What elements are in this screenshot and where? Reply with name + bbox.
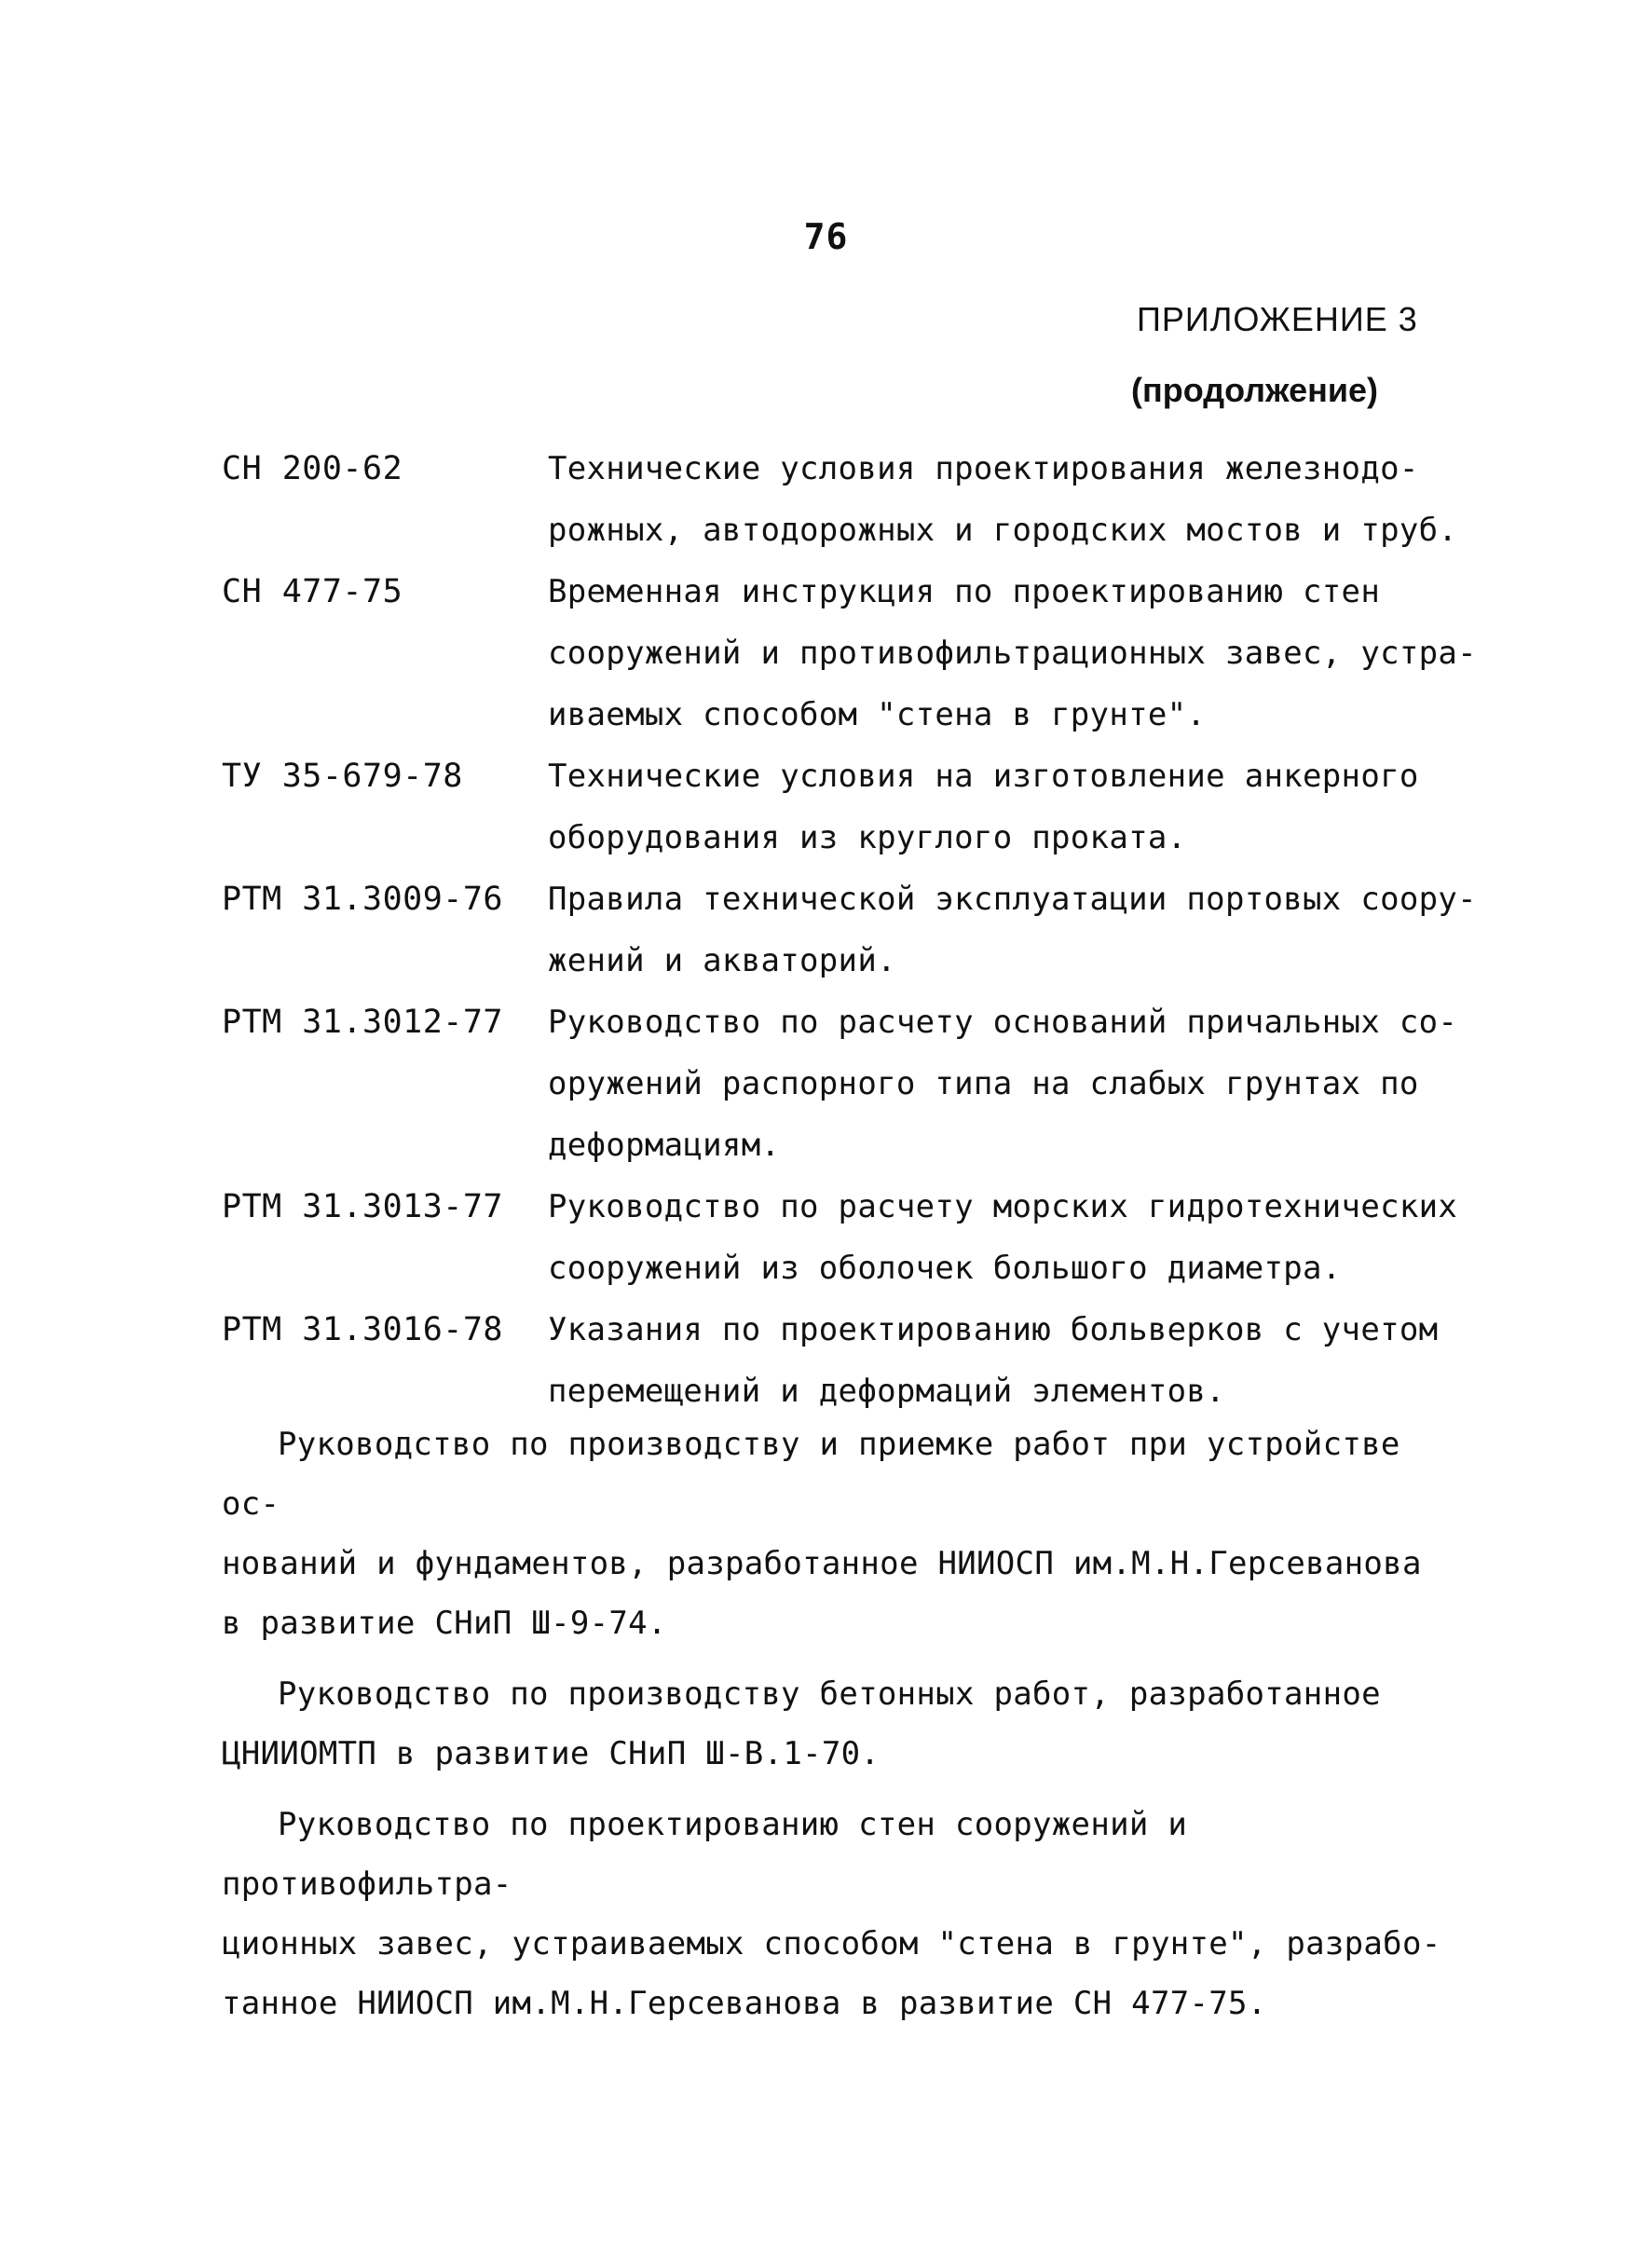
body-paragraphs (222, 1415, 1461, 2044)
reference-title: Правила технической эксплуатации портовых соору- жений и акваторий. (548, 881, 1477, 979)
appendix-heading (1131, 284, 1418, 426)
paragraph (222, 1415, 1461, 1653)
reference-code: СН 477-75 (222, 573, 403, 610)
references-list (0, 438, 1652, 1422)
reference-title: Временная инструкция по проектированию стен сооружений и противофильтрационных завес, устра- иваемых способом "стена в грунте". (548, 573, 1477, 733)
reference-code: СН 200-62 (222, 450, 403, 487)
reference-code: РТМ 31.3013-77 (222, 1188, 504, 1225)
paragraph-text: Руководство по производству бетонных работ, разработанное ЦНИИОМТП в развитие СНиП Ш-В.1-70. (222, 1675, 1381, 1772)
reference-title: Указания по проектированию больверков с учетом перемещений и деформаций элементов. (548, 1311, 1439, 1410)
reference-item (0, 561, 1652, 745)
reference-item (0, 1176, 1652, 1299)
page-number: 76 (803, 216, 849, 257)
paragraph-text: Руководство по проектированию стен сооружений и противофильтра- ционных завес, устраиваемых способом "стена в грунте", разрабо- танное НИИОСП им.М.Н.Герсеванова в развитие СН 477-75. (222, 1806, 1441, 2022)
reference-title: Технические условия проектирования железнодо- рожных, автодорожных и городских мостов и труб. (548, 450, 1458, 549)
reference-code: РТМ 31.3016-78 (222, 1311, 504, 1348)
reference-code: ТУ 35-679-78 (222, 758, 463, 795)
paragraph (222, 1664, 1461, 1784)
reference-item (0, 1299, 1652, 1422)
reference-title: Технические условия на изготовление анкерного оборудования из круглого проката. (548, 758, 1419, 856)
appendix-title: ПРИЛОЖЕНИЕ 3 (1137, 300, 1418, 338)
reference-code: РТМ 31.3012-77 (222, 1004, 504, 1041)
paragraph (222, 1795, 1461, 2033)
reference-title: Руководство по расчету оснований причальных со- оружений распорного типа на слабых грунтах по деформациям. (548, 1004, 1458, 1164)
reference-item (0, 868, 1652, 991)
appendix-subtitle: (продолжение) (1131, 371, 1379, 409)
reference-item (0, 745, 1652, 868)
reference-item (0, 991, 1652, 1176)
reference-code: РТМ 31.3009-76 (222, 881, 504, 918)
reference-item (0, 438, 1652, 561)
paragraph-text: Руководство по производству и приемке работ при устройстве ос- нований и фундаментов, разработанное НИИОСП им.М.Н.Герсеванова в развитие СНиП Ш-9-74. (222, 1426, 1422, 1642)
reference-title: Руководство по расчету морских гидротехнических сооружений из оболочек большого диаметра. (548, 1188, 1458, 1287)
